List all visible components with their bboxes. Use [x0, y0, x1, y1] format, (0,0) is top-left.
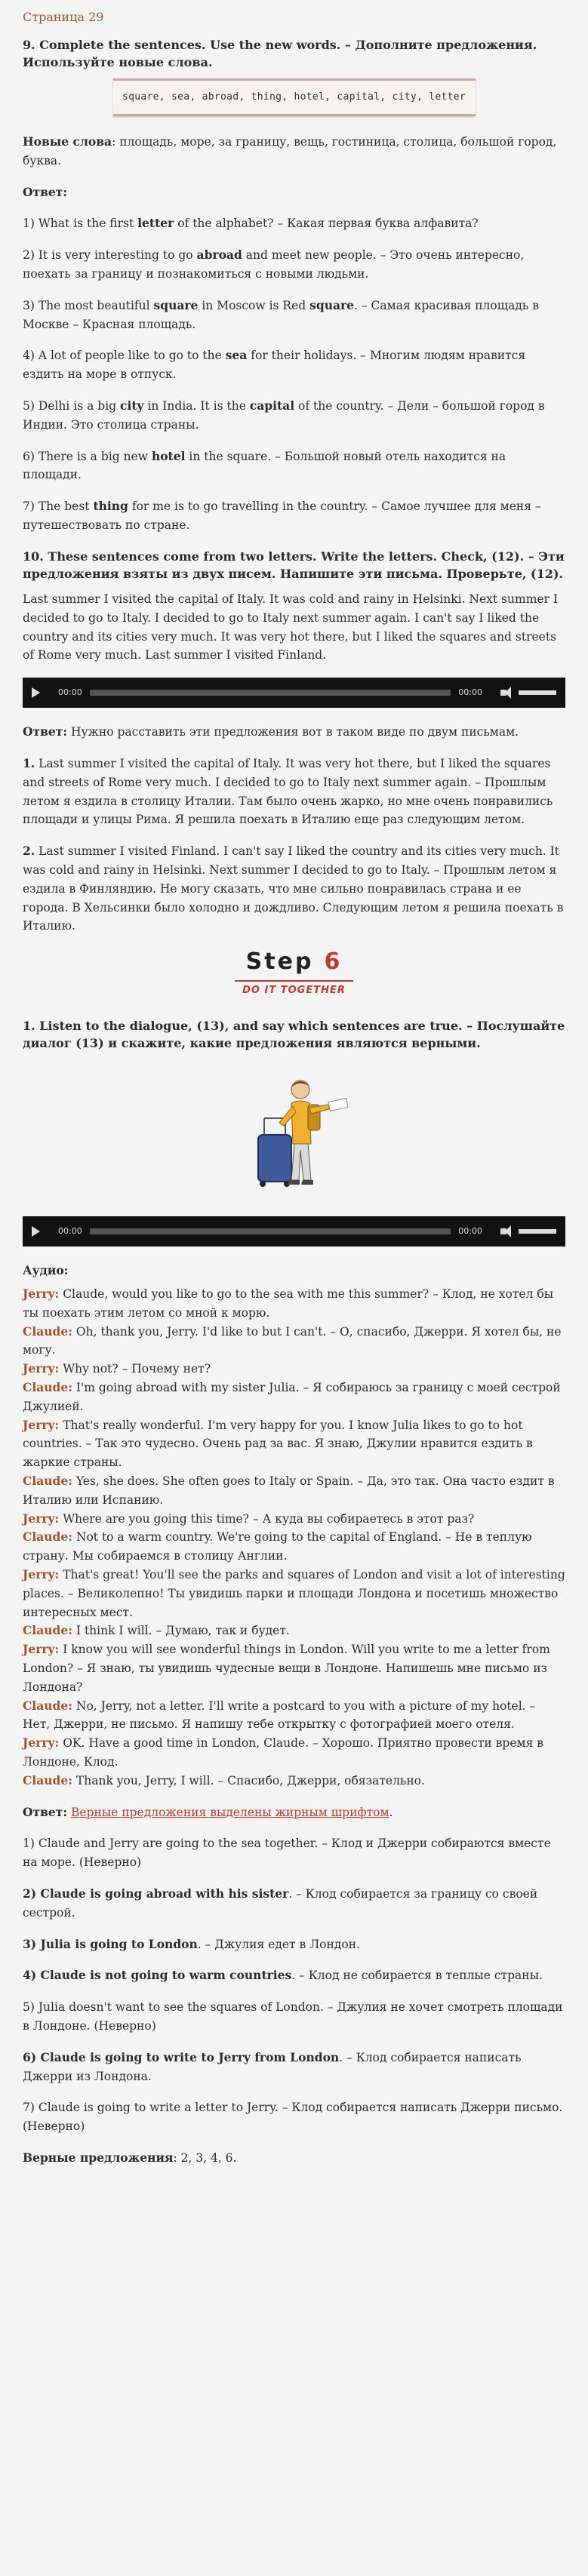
audio-player-2[interactable] [23, 1216, 565, 1247]
volume-slider[interactable] [519, 690, 556, 695]
key-word: thing [93, 499, 128, 514]
answer-label: Ответ: [23, 724, 68, 739]
new-words-label: Новые слова [23, 134, 112, 149]
ex1-title: 1. Listen to the dialogue, (13), and say which sentences are true. – Послушайте диалог (13) и скажите, какие предложения являются верными. [23, 1019, 565, 1051]
seek-bar[interactable] [90, 1228, 451, 1234]
seek-bar[interactable] [90, 690, 451, 696]
ex10-answer: Ответ: Нужно расставить эти предложения вот в таком виде по двум письмам. [23, 724, 519, 739]
answer-item: 3) Julia is going to London. – Джулия едет в Лондон. [23, 1936, 360, 1951]
dialogue-line: Claude: Yes, she does. She often goes to Italy or Spain. – Да, это так. Она часто ездит в Италию или Испанию. [23, 1473, 555, 1507]
duration: 00:00 [458, 687, 482, 698]
traveler-with-suitcase-image [219, 1059, 370, 1195]
new-words-text: : площадь, море, за границу, вещь, гостиница, столица, большой город, буква. [23, 134, 557, 168]
audio-label-line [23, 1262, 565, 1280]
answer-item: 7) Claude is going to write a letter to Jerry. – Клод собирается написать Джерри письмо. (Неверно) [23, 2101, 563, 2134]
audio-label: Аудио: [23, 1263, 69, 1278]
answer-item: 1) Claude and Jerry are going to the sea together. – Клод и Джерри собираются вместе на море. (Неверно) [23, 1837, 551, 1870]
volume-slider[interactable] [519, 1229, 556, 1234]
dialogue-line: Claude: Not to a warm country. We're going to the capital of England. – Не в теплую страну. Мы собираемся в столицу Англии. [23, 1529, 532, 1563]
step-subtitle: DO IT TOGETHER [235, 980, 353, 1001]
dialogue-line: Jerry: OK. Have a good time in London, Claude. – Хорошо. Приятно провести время в Лондоне, Клод. [23, 1735, 544, 1769]
dialogue-line: Claude: I think I will. – Думаю, так и будет. [23, 1623, 290, 1638]
answer-item: 6) Claude is going to write to Jerry from London. – Клод собирается написать Джерри из Лондона. [23, 2049, 522, 2083]
key-word: letter [137, 216, 174, 231]
dialogue-line: Claude: Oh, thank you, Jerry. I'd like to but I can't. – О, спасибо, Джерри. Я хотел бы, не могу. [23, 1323, 562, 1357]
ex9-item: 6) There is a big new hotel in the square. – Большой новый отель находится на площади. [23, 448, 506, 482]
duration: 00:00 [458, 1226, 482, 1237]
ex1-answer-intro: Ответ: Верные предложения выделены жирным шрифтом. [23, 1804, 393, 1819]
answer-item: 2) Claude is going abroad with his sister. – Клод собирается за границу со своей сестрой. [23, 1886, 538, 1920]
ex10-text: Last summer I visited the capital of Italy. It was cold and rainy in Helsinki. Next summer I decided to go to Italy. I decided to go to Italy next summer again. I can't say I liked the country and its cities very much. It was very hot there, but I liked the squares and streets of Rome very much. Last summer I visited Finland. [23, 592, 559, 662]
key-word: square [309, 297, 355, 312]
letter-1: 1. Last summer I visited the capital of Italy. It was very hot there, but I liked the squares and streets of Rome very much. I decided to go to Italy next summer again. – Прошлым летом я ездила в столицу Италии. Там было очень жарко, но мне очень понравились площади и улицы Рима. Я решила поехать в Италию еще раз следующим летом. [23, 756, 553, 827]
dialogue-line: Jerry: Why not? – Почему нет? [23, 1361, 211, 1376]
dialogue-line: Jerry: That's really wonderful. I'm very happy for you. I know Julia likes to go to hot countries. – Так это чудесно. Очень рад за вас. Я знаю, Джулии нравится ездить в жаркие страны. [23, 1417, 533, 1470]
ex9-item: 5) Delhi is a big city in India. It is the capital of the country. – Дели – большой город в Индии. Это столица страны. [23, 398, 545, 432]
current-time: 00:00 [58, 1226, 82, 1237]
ex9-item: 2) It is very interesting to go abroad and meet new people. – Это очень интересно, поехать за границу и познакомиться с новыми людьми. [23, 247, 525, 281]
true-sentences: Верные предложения: 2, 3, 4, 6. [23, 2150, 237, 2165]
dialogue [23, 1285, 565, 1791]
page-link[interactable]: Страница 29 [23, 10, 104, 24]
answer-item: 5) Julia doesn't want to see the squares of London. – Джулия не хочет смотреть площади в Лондоне. (Неверно) [23, 2000, 563, 2033]
dialogue-line: Claude: I'm going abroad with my sister Julia. – Я собираюсь за границу с моей сестрой Джулией. [23, 1380, 561, 1413]
speaker-icon[interactable] [500, 1228, 506, 1234]
key-word: abroad [196, 247, 242, 263]
dialogue-line: Jerry: Claude, would you like to go to the sea with me this summer? – Клод, не хотел бы ты поехать этим летом со мной к морю. [23, 1286, 554, 1320]
letter-2: 2. Last summer I visited Finland. I can't say I liked the country and its cities very much. It was cold and rainy in Helsinki. Next summer I decided to go to Italy. – Прошлым летом я ездила в Финляндию. Не могу сказать, что мне сильно понравилась страна и ее города. В Хельсинки было холодно и дождливо. Следующим летом я решила поехать в Италию. [23, 844, 564, 933]
ex10-title: 10. These sentences come from two letters. Write the letters. Check, (12). – Эти предложения взяты из двух писем. Напишите эти письма. Проверьте, (12). [23, 549, 565, 581]
dialogue-line: Claude: Thank you, Jerry, I will. – Спасибо, Джерри, обязательно. [23, 1772, 425, 1788]
ex9-answer-label [23, 183, 565, 202]
key-word: sea [225, 348, 248, 363]
play-icon[interactable] [32, 687, 40, 698]
step-title: Step 6 [245, 948, 343, 976]
dialogue-line: Jerry: That's great! You'll see the parks and squares of London and visit a lot of interesting places. – Великолепно! Ты увидишь парки и площади Лондона и посетишь множество интересных мест. [23, 1566, 565, 1619]
volume-control[interactable] [500, 1228, 556, 1234]
key-word: hotel [151, 448, 186, 463]
traveler-illustration [23, 1059, 565, 1201]
key-word: square [153, 297, 199, 312]
ex9-item: 4) A lot of people like to go to the sea for their holidays. – Многим людям нравится ездить на море в отпуск. [23, 348, 526, 382]
answer-label: Ответ: [23, 1804, 68, 1819]
word-box-wrap [23, 78, 565, 116]
step-header [23, 949, 565, 1001]
current-time: 00:00 [58, 687, 82, 698]
play-icon[interactable] [32, 1226, 40, 1237]
ex9-item: 3) The most beautiful square in Moscow is Red square. – Самая красивая площадь в Москве – Красная площадь. [23, 297, 539, 331]
new-words [23, 133, 565, 171]
answer-note-link[interactable]: Верные предложения выделены жирным шрифтом [71, 1805, 389, 1819]
ex9-title: 9. Complete the sentences. Use the new words. – Дополните предложения. Используйте новые слова. [23, 37, 537, 69]
answer-item: 4) Claude is not going to warm countries. – Клод не собирается в теплые страны. [23, 1968, 543, 1983]
dialogue-line: Jerry: I know you will see wonderful things in London. Will you write to me a letter from London? – Я знаю, ты увидишь чудесные вещи в Лондоне. Напишешь мне письмо из Лондона? [23, 1642, 550, 1694]
word-box: square, sea, abroad, thing, hotel, capital, city, letter [113, 78, 476, 116]
dialogue-line: Jerry: Where are you going this time? – А куда вы собираетесь в этот раз? [23, 1511, 475, 1526]
volume-control[interactable] [500, 690, 556, 696]
ex9-item: 7) The best thing for me is to go travelling in the country. – Самое лучшее для меня – путешествовать по стране. [23, 499, 541, 532]
ex9-item: 1) What is the first letter of the alphabet? – Какая первая буква алфавита? [23, 216, 479, 231]
dialogue-line: Claude: No, Jerry, not a letter. I'll write a postcard to you with a picture of my hotel. – Нет, Джерри, не письмо. Я напишу тебе открытку с фотографией моего отеля. [23, 1698, 536, 1732]
answer-label: Ответ: [23, 184, 68, 199]
audio-player[interactable] [23, 678, 565, 708]
speaker-icon[interactable] [500, 690, 506, 696]
key-word: city [120, 398, 144, 413]
key-word: capital [249, 398, 295, 413]
